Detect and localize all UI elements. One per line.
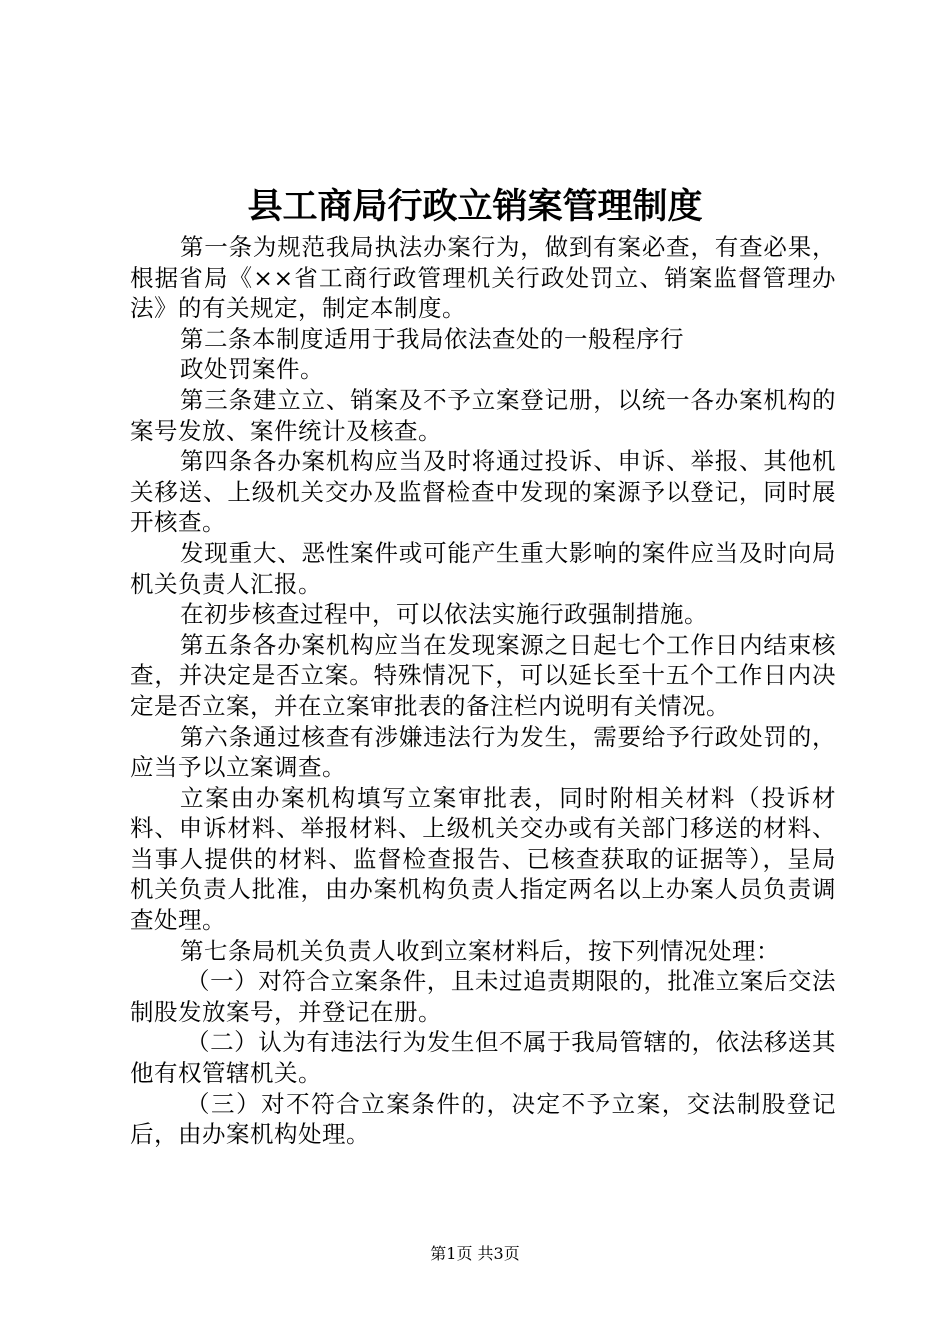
paragraph-item-1: （一）对符合立案条件，且未过追责期限的，批准立案后交法制股发放案号，并登记在册。	[130, 967, 836, 1026]
document-title: 县工商局行政立销案管理制度	[247, 186, 703, 227]
paragraph-article-2: 第二条本制度适用于我局依法查处的一般程序行	[180, 324, 684, 353]
paragraph-article-3: 第三条建立立、销案及不予立案登记册，以统一各办案机构的案号发放、案件统计及核查。	[130, 385, 836, 445]
paragraph-major-cases: 发现重大、恶性案件或可能产生重大影响的案件应当及时向局机关负责人汇报。	[130, 538, 836, 598]
paragraph-item-3: （三）对不符合立案条件的，决定不予立案，交法制股登记后，由办案机构处理。	[130, 1089, 836, 1149]
paragraph-article-5: 第五条各办案机构应当在发现案源之日起七个工作日内结束核查，并决定是否立案。特殊情况下，可以延长至十五个工作日内决定是否立案，并在立案审批表的备注栏内说明有关情况。	[130, 630, 836, 720]
paragraph-item-2: （二）认为有违法行为发生但不属于我局管辖的，依法移送其他有权管辖机关。	[130, 1028, 836, 1088]
paragraph-article-1: 第一条为规范我局执法办案行为，做到有案必查，有查必果，根据省局《××省工商行政管理机关行政处罚立、销案监督管理办法》的有关规定，制定本制度。	[130, 233, 836, 323]
page-footer: 第1页 共3页	[430, 1244, 520, 1263]
paragraph-article-4: 第四条各办案机构应当及时将通过投诉、申诉、举报、其他机关移送、上级机关交办及监督检查中发现的案源予以登记，同时展开核查。	[130, 447, 836, 537]
document-body	[130, 232, 836, 1150]
paragraph-preliminary-check: 在初步核查过程中，可以依法实施行政强制措施。	[180, 600, 708, 629]
paragraph-article-6: 第六条通过核查有涉嫌违法行为发生，需要给予行政处罚的，应当予以立案调查。	[130, 722, 836, 782]
paragraph-filing-procedure: 立案由办案机构填写立案审批表，同时附相关材料（投诉材料、申诉材料、举报材料、上级机关交办或有关部门移送的材料、当事人提供的材料、监督检查报告、已核查获取的证据等），呈局机关负责人批准，由办案机构负责人指定两名以上办案人员负责调查处理。	[130, 783, 836, 935]
paragraph-article-2-continued: 政处罚案件。	[180, 355, 324, 384]
paragraph-article-7: 第七条局机关负责人收到立案材料后，按下列情况处理：	[180, 936, 780, 965]
